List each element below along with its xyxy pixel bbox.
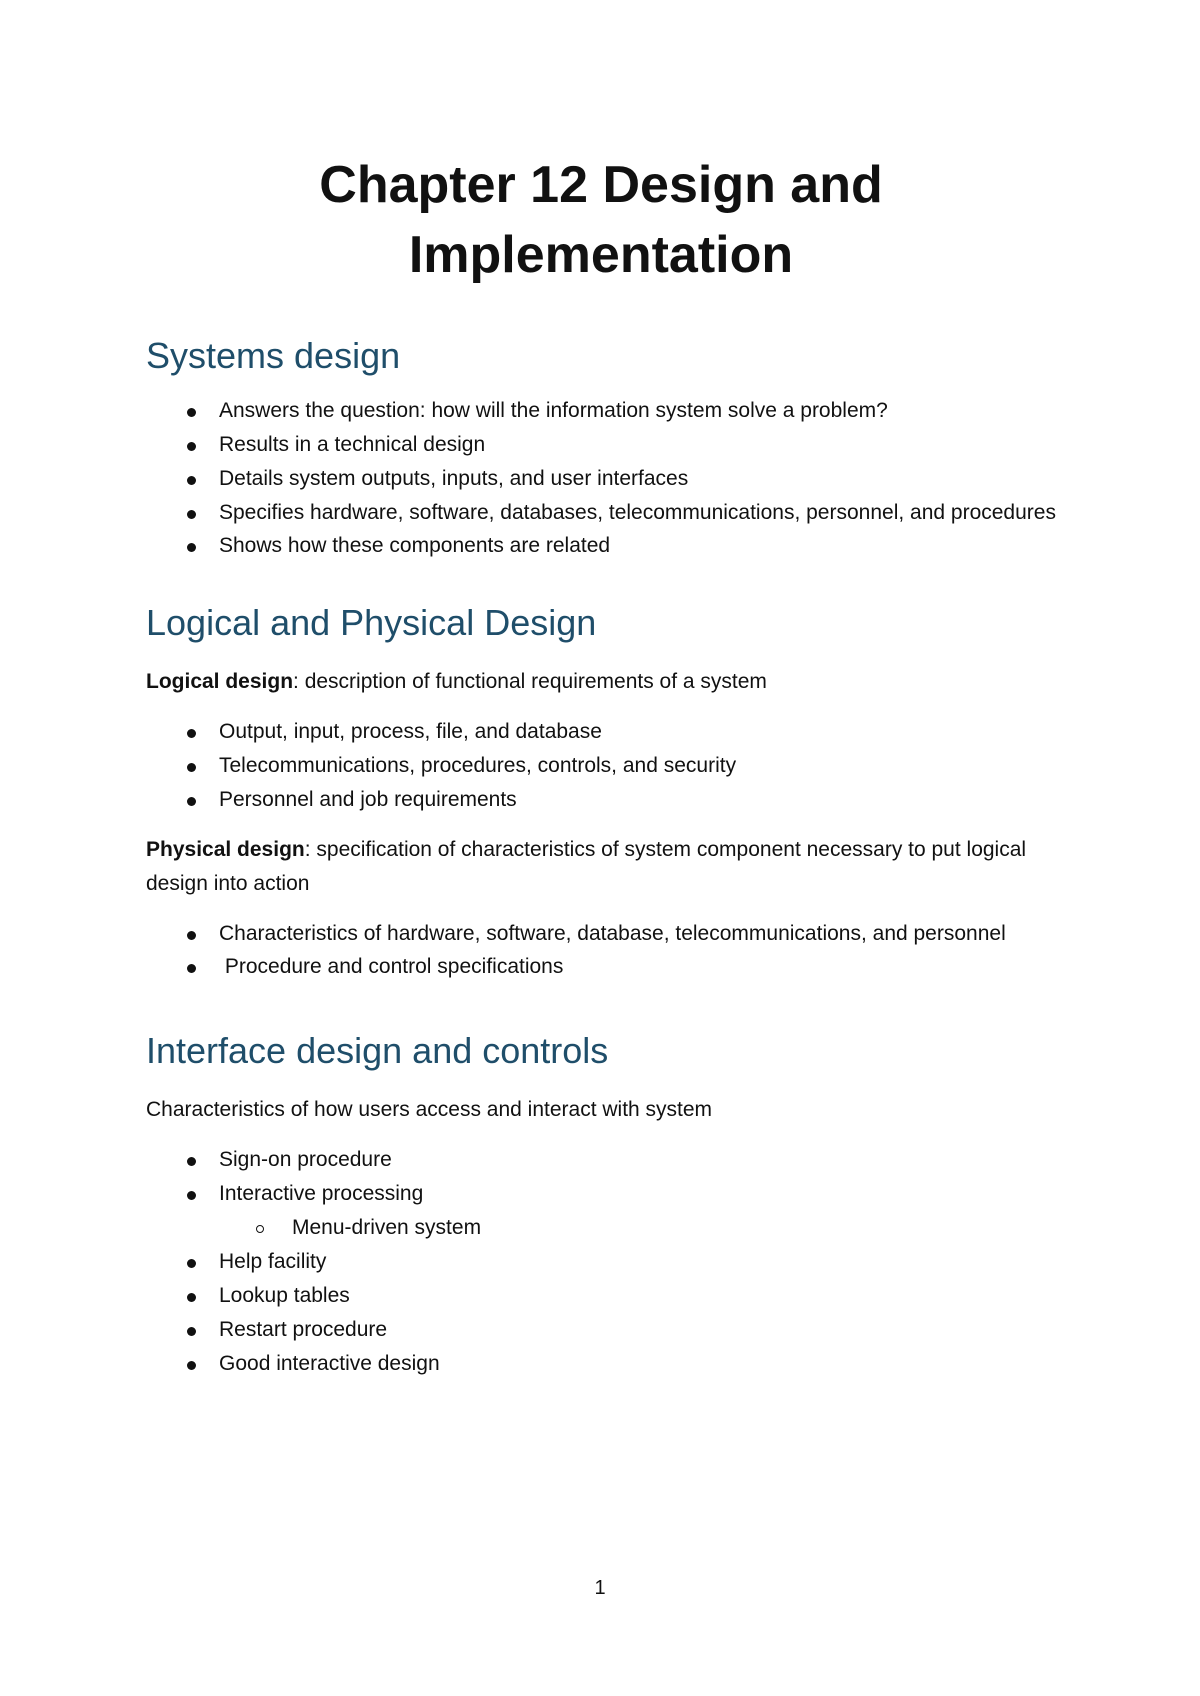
page-content: [146, 150, 1066, 1381]
hollow-bullet-icon: [256, 1225, 264, 1233]
bullet-icon: [187, 1259, 196, 1268]
list-item: Sign-on procedure: [146, 1143, 1066, 1177]
list-item: Good interactive design: [146, 1347, 1066, 1381]
list-item: Telecommunications, procedures, controls, and security: [146, 749, 1066, 783]
list-item: Personnel and job requirements: [146, 783, 1066, 817]
heading-interface-design: Interface design and controls: [146, 1030, 609, 1071]
systems-design-list: [146, 394, 1066, 563]
bullet-icon: [187, 931, 196, 940]
list-item: Results in a technical design: [146, 428, 1066, 462]
list-item: Interactive processing Menu-driven system: [146, 1177, 1066, 1245]
physical-design-term: Physical design: [146, 838, 305, 861]
list-item: Output, input, process, file, and database: [146, 715, 1066, 749]
interface-sub-list: [219, 1211, 1066, 1245]
physical-design-list: [146, 917, 1066, 984]
bullet-icon: [187, 543, 196, 552]
bullet-icon: [187, 1361, 196, 1370]
logical-design-description: : description of functional requirements of a system: [293, 670, 767, 693]
bullet-icon: [187, 729, 196, 738]
bullet-icon: [187, 1327, 196, 1336]
list-item: Help facility: [146, 1245, 1066, 1279]
list-item: Answers the question: how will the information system solve a problem?: [146, 394, 1066, 428]
physical-design-definition: [146, 833, 1066, 901]
bullet-icon: [187, 408, 196, 417]
bullet-icon: [187, 1191, 196, 1200]
heading-logical-physical-design: Logical and Physical Design: [146, 602, 597, 643]
bullet-icon: [187, 1293, 196, 1302]
document-title: Chapter 12 Design and Implementation: [319, 156, 883, 284]
logical-design-definition: [146, 665, 1066, 699]
logical-design-list: [146, 715, 1066, 817]
sub-list-item: Menu-driven system: [146, 1211, 1066, 1245]
list-item: Specifies hardware, software, databases, telecommunications, personnel, and procedures: [146, 496, 1066, 529]
heading-systems-design: Systems design: [146, 335, 401, 376]
bullet-icon: [187, 1157, 196, 1166]
bullet-icon: [187, 763, 196, 772]
physical-design-description: : specification of characteristics of system component necessary to put logical design into action: [146, 838, 1027, 895]
list-item: Details system outputs, inputs, and user interfaces: [146, 462, 1066, 496]
bullet-icon: [187, 797, 196, 806]
list-item: Procedure and control specifications: [146, 950, 1066, 984]
list-item: Restart procedure: [146, 1313, 1066, 1347]
list-item: Shows how these components are related: [146, 529, 1066, 563]
list-item: Lookup tables: [146, 1279, 1066, 1313]
list-item: Characteristics of hardware, software, database, telecommunications, and personnel: [146, 917, 1066, 950]
bullet-icon: [187, 476, 196, 485]
logical-design-term: Logical design: [146, 670, 294, 693]
bullet-icon: [187, 964, 196, 973]
bullet-icon: [187, 442, 196, 451]
page-number: 1: [594, 1577, 606, 1599]
bullet-icon: [187, 510, 196, 519]
interface-list: [146, 1143, 1066, 1381]
interface-intro: Characteristics of how users access and interact with system: [146, 1098, 713, 1121]
